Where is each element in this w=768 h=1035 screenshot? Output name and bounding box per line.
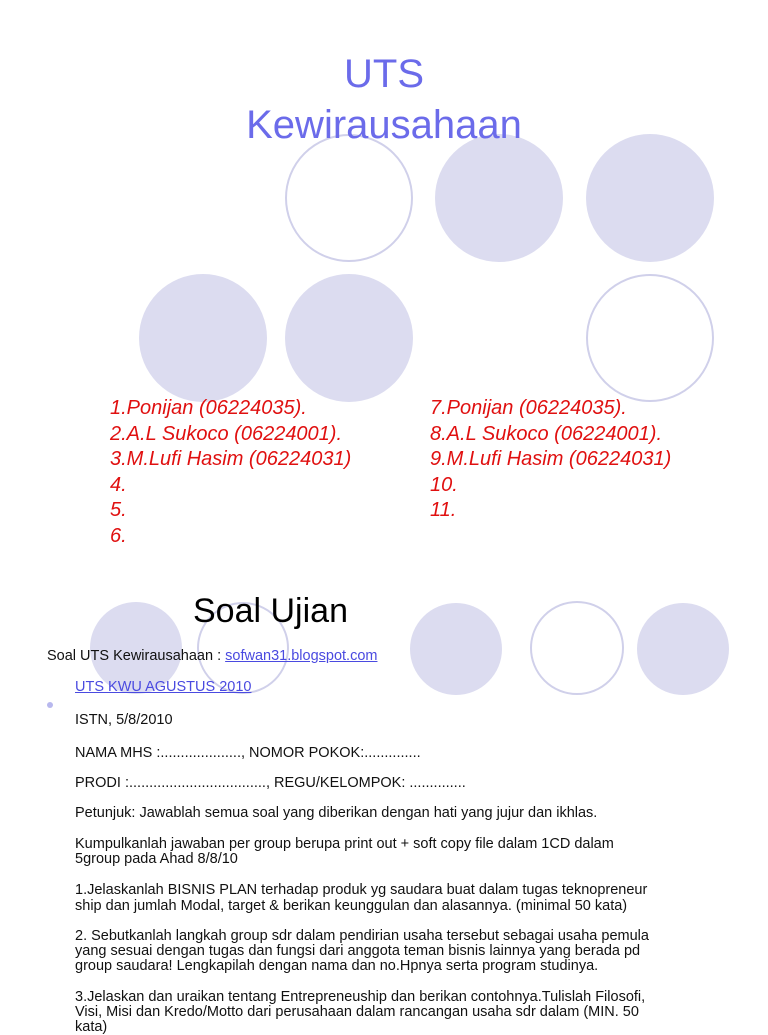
member-item: 8.A.L Sukoco (06224001). [430,422,663,445]
decor-circle [285,134,413,262]
kumpulkan-line-1: Kumpulkanlah jawaban per group berupa print out + soft copy file dalam 1CD dalam [75,836,614,852]
question-2-line-3: group saudara! Lengkapilah dengan nama dan no.Hpnya serta program studinya. [75,958,599,974]
member-item: 2.A.L Sukoco (06224001). [110,422,343,445]
question-3-line-3: kata) [75,1019,108,1035]
page-title-line2: Kewirausahaan [246,103,522,147]
member-item: 7.Ponijan (06224035). [430,397,627,419]
decor-circle [530,601,624,695]
members-list-left [110,396,351,550]
question-3-line-2: Visi, Misi dan Kredo/Motto dari perusahaan dalam rancangan usaha sdr dalam (MIN. 50 [75,1004,639,1020]
member-item: 9.M.Lufi Hasim (06224031) [430,448,672,471]
member-item: 4. [110,473,127,496]
member-item: 10. [430,473,458,496]
source-label: Soal UTS Kewirausahaan : [47,648,222,664]
section-heading: Soal Ujian [193,592,348,630]
member-item: 6. [110,524,127,547]
decor-circle [285,274,413,402]
question-3-line-1: 3.Jelaskan dan uraikan tentang Entrepreneuship dan berikan contohnya.Tulislah Filosofi, [75,989,646,1005]
petunjuk-line: Petunjuk: Jawablah semua soal yang diberikan dengan hati yang jujur dan ikhlas. [75,805,598,821]
member-item: 1.Ponijan (06224035). [110,397,307,419]
place-date: ISTN, 5/8/2010 [75,712,173,728]
uts-link[interactable]: UTS KWU AGUSTUS 2010 [75,679,252,695]
member-item: 5. [110,499,127,522]
prodi-line: PRODI :.................................., REGU/KELOMPOK: .............. [75,775,466,791]
bullet-icon [47,702,53,708]
question-1-line-2: ship dan jumlah Modal, target & berikan keunggulan dan alasannya. (minimal 50 kata) [75,898,628,914]
kumpulkan-line-2: 5group pada Ahad 8/8/10 [75,851,238,867]
decor-circle [586,274,714,402]
member-item: 3.M.Lufi Hasim (06224031) [110,448,352,471]
members-list-right [430,396,671,524]
decor-circle [637,603,729,695]
nama-line: NAMA MHS :...................., NOMOR POKOK:.............. [75,745,421,761]
decor-circle [435,134,563,262]
source-line [47,649,377,664]
member-item: 11. [430,499,457,522]
question-2-line-1: 2. Sebutkanlah langkah group sdr dalam pendirian usaha tersebut sebagai usaha pemula [75,928,649,944]
source-link[interactable]: sofwan31.blogspot.com [225,648,378,664]
question-2-line-2: yang sesuai dengan tugas dan fungsi dari anggota teman bisnis lainnya yang berada pd [75,943,641,959]
page-title-line1: UTS [344,52,424,96]
decor-circle [586,134,714,262]
decor-circle [139,274,267,402]
question-1-line-1: 1.Jelaskanlah BISNIS PLAN terhadap produk yg saudara buat dalam tugas teknopreneur [75,882,648,898]
decor-circle [410,603,502,695]
